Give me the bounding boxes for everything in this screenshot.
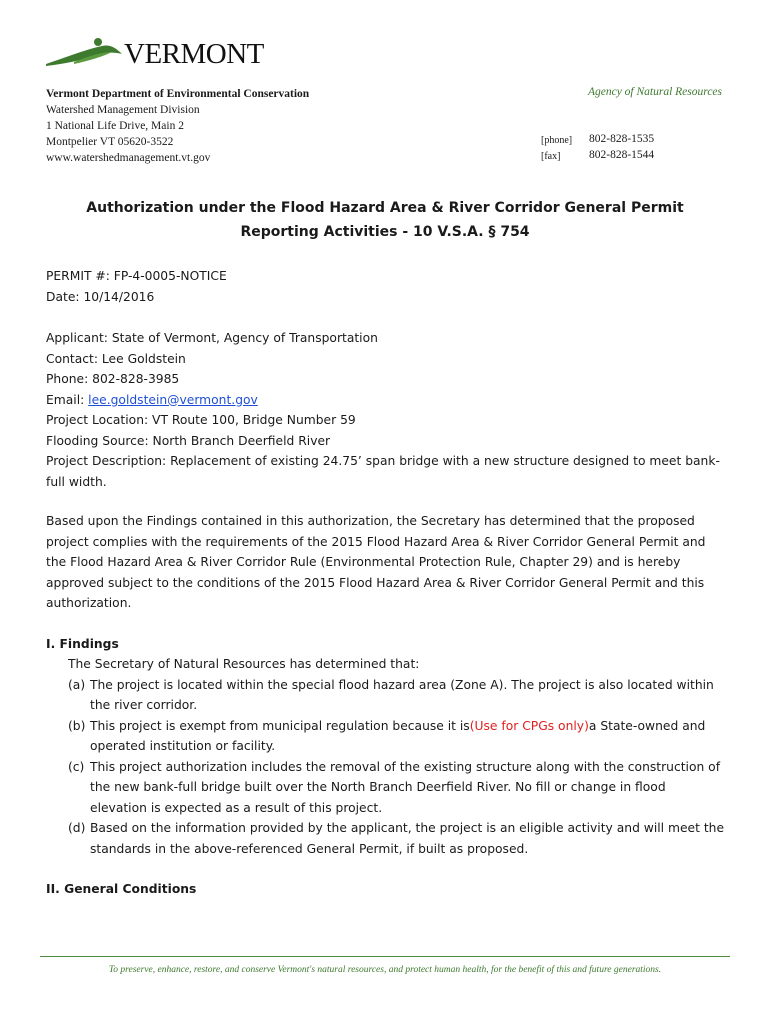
finding-text: Based on the information provided by the applicant, the project is an eligible activity and will meet the [90, 821, 725, 835]
finding-text: operated institution or facility. [90, 739, 276, 753]
general-conditions-heading: II. General Conditions [46, 882, 197, 896]
contact: Contact: Lee Goldstein [46, 351, 186, 366]
website[interactable]: www.watershedmanagement.vt.gov [46, 152, 211, 164]
permit-number: PERMIT #: FP-4-0005-NOTICE [46, 269, 227, 283]
finding-text-part: a State-owned and [588, 718, 706, 733]
email-link[interactable]: lee.goldstein@vermont.gov [88, 392, 258, 407]
intro-line: project complies with the requirements of the 2015 Flood Hazard Area & River Corridor General Permit and [46, 534, 706, 549]
footer-tagline: To preserve, enhance, restore, and conserve Vermont's natural resources, and protect human health, for the benefit of this and future generations. [108, 965, 662, 975]
project-description-1: Project Description: Replacement of existing 24.75’ span bridge with a new structure designed to meet bank- [46, 454, 720, 468]
finding-text: The project is located within the special flood hazard area (Zone A). The project is also located within [90, 677, 714, 692]
finding-text-part: This project is exempt from municipal regulation because it is [90, 718, 470, 733]
division-name: Watershed Management Division [46, 104, 200, 116]
project-description-2: full width. [46, 474, 107, 489]
permit-info [46, 266, 726, 307]
intro-line: approved subject to the conditions of the 2015 Flood Hazard Area & River Corridor General Permit and this [46, 575, 705, 590]
flooding-source: Flooding Source: North Branch Deerfield River [46, 433, 331, 448]
finding-label: (a) [68, 677, 86, 692]
address-line-2: Montpelier VT 05620-3522 [46, 136, 174, 148]
header-address [46, 86, 309, 166]
footer-divider [40, 956, 730, 957]
phone-label: [phone] [541, 135, 573, 146]
finding-b [68, 716, 728, 757]
findings-heading: I. Findings [46, 637, 119, 651]
finding-text: the river corridor. [90, 698, 198, 712]
intro-line: the Flood Hazard Area & River Corridor Rule (Environmental Protection Rule, Chapter 29) and is hereby [46, 555, 681, 569]
finding-text [90, 716, 705, 737]
project-location: Project Location: VT Route 100, Bridge Number 59 [46, 413, 356, 427]
finding-a [68, 675, 728, 716]
title-line-1: Authorization under the Flood Hazard Area & River Corridor General Permit [86, 200, 684, 216]
finding-label: (c) [68, 759, 85, 774]
finding-c [68, 757, 728, 819]
applicant-info [46, 328, 726, 492]
email-line [46, 390, 726, 411]
findings-list [68, 654, 728, 859]
finding-text: the new bank-full bridge built over the North Branch Deerfield River. No fill or change in flood [90, 780, 666, 794]
title-line-2: Reporting Activities - 10 V.S.A. § 754 [240, 224, 530, 240]
permit-date: Date: 10/14/2016 [46, 289, 155, 304]
finding-d [68, 818, 728, 859]
finding-label: (d) [68, 821, 86, 835]
finding-text: elevation is expected as a result of this project. [90, 800, 383, 815]
address-line-1: 1 National Life Drive, Main 2 [46, 120, 184, 132]
fax-number: 802-828-1544 [589, 149, 655, 161]
logo-wordmark: VERMONT [124, 38, 264, 70]
department-name: Vermont Department of Environmental Conservation [46, 88, 310, 100]
finding-label: (b) [68, 718, 86, 733]
finding-text: standards in the above-referenced General Permit, if built as proposed. [90, 841, 529, 856]
finding-text: This project authorization includes the removal of the existing structure along with the construction of [90, 759, 721, 774]
intro-line: Based upon the Findings contained in this authorization, the Secretary has determined that the proposed [46, 514, 695, 528]
phone: Phone: 802-828-3985 [46, 372, 180, 386]
findings-lead: The Secretary of Natural Resources has determined that: [68, 657, 420, 671]
agency-name: Agency of Natural Resources [587, 86, 722, 98]
cpg-note: (Use for CPGs only) [469, 718, 589, 733]
document-title [0, 196, 770, 244]
applicant: Applicant: State of Vermont, Agency of Transportation [46, 331, 378, 345]
intro-line: authorization. [46, 596, 132, 610]
intro-paragraph [46, 511, 726, 614]
fax-label: [fax] [541, 151, 561, 162]
email-label: Email: [46, 392, 89, 407]
phone-number: 802-828-1535 [589, 133, 655, 145]
